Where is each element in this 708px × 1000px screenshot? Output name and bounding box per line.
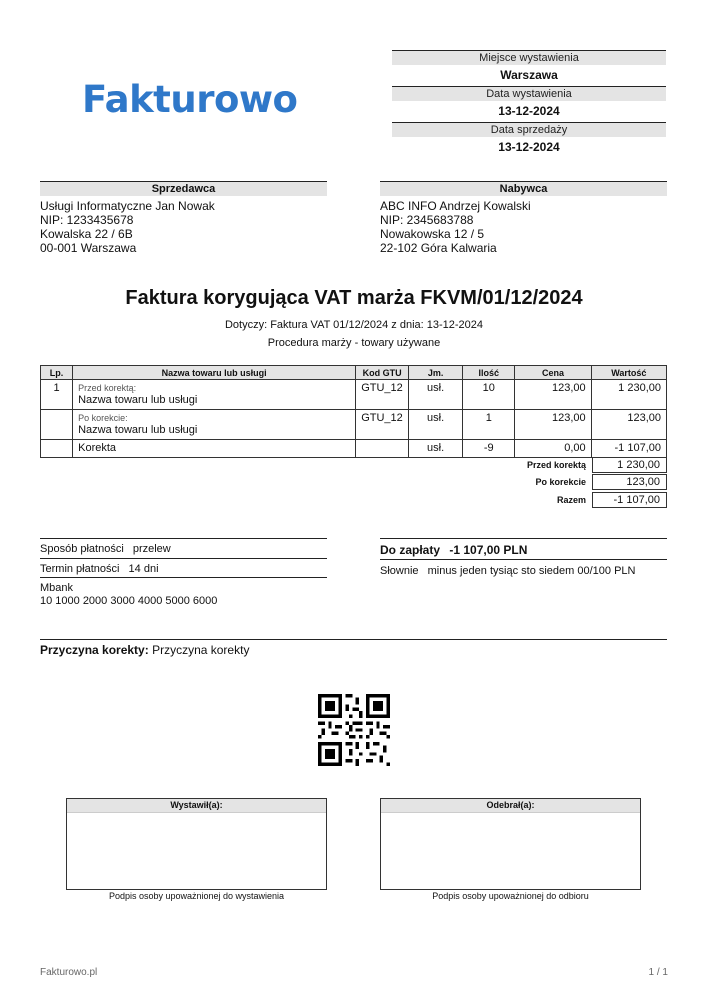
row-name: Nazwa towaru lub usługi bbox=[78, 424, 198, 436]
summary-total-label: Razem bbox=[556, 495, 586, 505]
payment-term-label: Termin płatności bbox=[40, 563, 120, 575]
correction-reason-value: Przyczyna korekty bbox=[152, 643, 250, 657]
receiver-signature-label: Odebrał(a): bbox=[381, 799, 640, 813]
row-gtu: GTU_12 bbox=[356, 380, 409, 410]
buyer-nip: NIP: 2345683788 bbox=[380, 213, 474, 227]
issuer-signature-caption: Podpis osoby upoważnionej do wystawienia bbox=[108, 891, 285, 901]
table-header-row bbox=[41, 366, 667, 380]
seller-nip: NIP: 1233435678 bbox=[40, 213, 134, 227]
correction-reason bbox=[40, 639, 667, 657]
amount-words-label: Słownie bbox=[380, 565, 419, 577]
seller-heading: Sprzedawca bbox=[40, 181, 327, 196]
bank-name: Mbank bbox=[40, 582, 74, 594]
receiver-signature-caption: Podpis osoby upoważnionej do odbioru bbox=[432, 891, 589, 901]
footer-page: 1 / 1 bbox=[648, 967, 668, 978]
row-note: Po korekcie: bbox=[78, 413, 128, 423]
table-row bbox=[41, 440, 667, 458]
items-table bbox=[40, 365, 667, 458]
row-lp: 1 bbox=[41, 380, 73, 410]
sale-date: 13-12-2024 bbox=[498, 140, 560, 154]
invoice-meta bbox=[392, 50, 666, 158]
issue-date: 13-12-2024 bbox=[498, 104, 560, 118]
invoice-procedure: Procedura marży - towary używane bbox=[267, 337, 441, 349]
table-row bbox=[41, 410, 667, 440]
summary-after-value: 123,00 bbox=[592, 474, 667, 490]
col-gtu: Kod GTU bbox=[356, 366, 409, 380]
col-price: Cena bbox=[515, 366, 591, 380]
row-qty: 1 bbox=[463, 410, 515, 440]
summary-after-label: Po korekcie bbox=[535, 477, 586, 487]
amount-words: minus jeden tysiąc sto siedem 00/100 PLN bbox=[427, 565, 636, 577]
issuer-signature-box bbox=[66, 798, 327, 890]
summary-after-row bbox=[460, 474, 667, 491]
row-name-cell bbox=[73, 410, 356, 440]
company-logo: Fakturowo bbox=[82, 78, 298, 121]
col-unit: Jm. bbox=[408, 366, 462, 380]
invoice-reference: Dotyczy: Faktura VAT 01/12/2024 z dnia: 13-12-2024 bbox=[224, 319, 484, 331]
row-price: 123,00 bbox=[515, 410, 591, 440]
row-unit: usł. bbox=[408, 440, 462, 458]
row-name-cell bbox=[73, 440, 356, 458]
summary-before-label: Przed korektą bbox=[526, 460, 586, 470]
row-lp bbox=[41, 410, 73, 440]
seller-street: Kowalska 22 / 6B bbox=[40, 227, 133, 241]
receiver-signature-box bbox=[380, 798, 641, 890]
col-qty: Ilość bbox=[463, 366, 515, 380]
buyer-name: ABC INFO Andrzej Kowalski bbox=[380, 199, 531, 213]
amount-due-label: Do zapłaty bbox=[380, 543, 441, 557]
invoice-title: Faktura korygująca VAT marża FKVM/01/12/2024 bbox=[125, 287, 583, 309]
row-qty: -9 bbox=[463, 440, 515, 458]
issue-place: Warszawa bbox=[500, 68, 558, 82]
buyer-city: 22-102 Góra Kalwaria bbox=[380, 241, 497, 255]
row-value: -1 107,00 bbox=[591, 440, 666, 458]
payment-term-row bbox=[40, 558, 327, 578]
bank-row bbox=[40, 577, 327, 612]
issue-date-label: Data wystawienia bbox=[392, 86, 666, 101]
seller-name: Usługi Informatyczne Jan Nowak bbox=[40, 199, 215, 213]
payment-method: przelew bbox=[132, 543, 171, 555]
footer-site: Fakturowo.pl bbox=[40, 967, 98, 978]
row-unit: usł. bbox=[408, 380, 462, 410]
issue-place-label: Miejsce wystawienia bbox=[392, 50, 666, 65]
row-price: 123,00 bbox=[515, 380, 591, 410]
row-value: 1 230,00 bbox=[591, 380, 666, 410]
buyer-heading: Nabywca bbox=[380, 181, 667, 196]
issuer-signature-label: Wystawił(a): bbox=[67, 799, 326, 813]
col-lp: Lp. bbox=[41, 366, 73, 380]
payment-method-label: Sposób płatności bbox=[40, 543, 124, 555]
seller-block bbox=[40, 181, 327, 255]
row-lp bbox=[41, 440, 73, 458]
row-gtu bbox=[356, 440, 409, 458]
sale-date-label: Data sprzedaży bbox=[392, 122, 666, 137]
payment-method-row bbox=[40, 538, 327, 558]
summary-total-row bbox=[460, 492, 667, 509]
row-name: Korekta bbox=[78, 442, 117, 454]
row-qty: 10 bbox=[463, 380, 515, 410]
qr-code-icon bbox=[318, 694, 390, 766]
amount-due: -1 107,00 PLN bbox=[449, 543, 528, 557]
payment-term: 14 dni bbox=[128, 563, 159, 575]
summary-total-value: -1 107,00 bbox=[592, 492, 667, 508]
row-name-cell bbox=[73, 380, 356, 410]
table-row bbox=[41, 380, 667, 410]
row-price: 0,00 bbox=[515, 440, 591, 458]
summary-before-value: 1 230,00 bbox=[592, 457, 667, 473]
row-value: 123,00 bbox=[591, 410, 666, 440]
summary-before-row bbox=[460, 457, 667, 474]
seller-city: 00-001 Warszawa bbox=[40, 241, 137, 255]
bank-account: 10 1000 2000 3000 4000 5000 6000 bbox=[40, 595, 218, 607]
col-name: Nazwa towaru lub usługi bbox=[73, 366, 356, 380]
amount-words-row bbox=[380, 559, 667, 577]
row-unit: usł. bbox=[408, 410, 462, 440]
row-note: Przed korektą: bbox=[78, 383, 137, 393]
buyer-block bbox=[380, 181, 667, 255]
buyer-street: Nowakowska 12 / 5 bbox=[380, 227, 485, 241]
row-name: Nazwa towaru lub usługi bbox=[78, 394, 198, 406]
amount-due-row bbox=[380, 538, 667, 560]
correction-reason-label: Przyczyna korekty: bbox=[40, 643, 149, 657]
row-gtu: GTU_12 bbox=[356, 410, 409, 440]
col-value: Wartość bbox=[591, 366, 666, 380]
